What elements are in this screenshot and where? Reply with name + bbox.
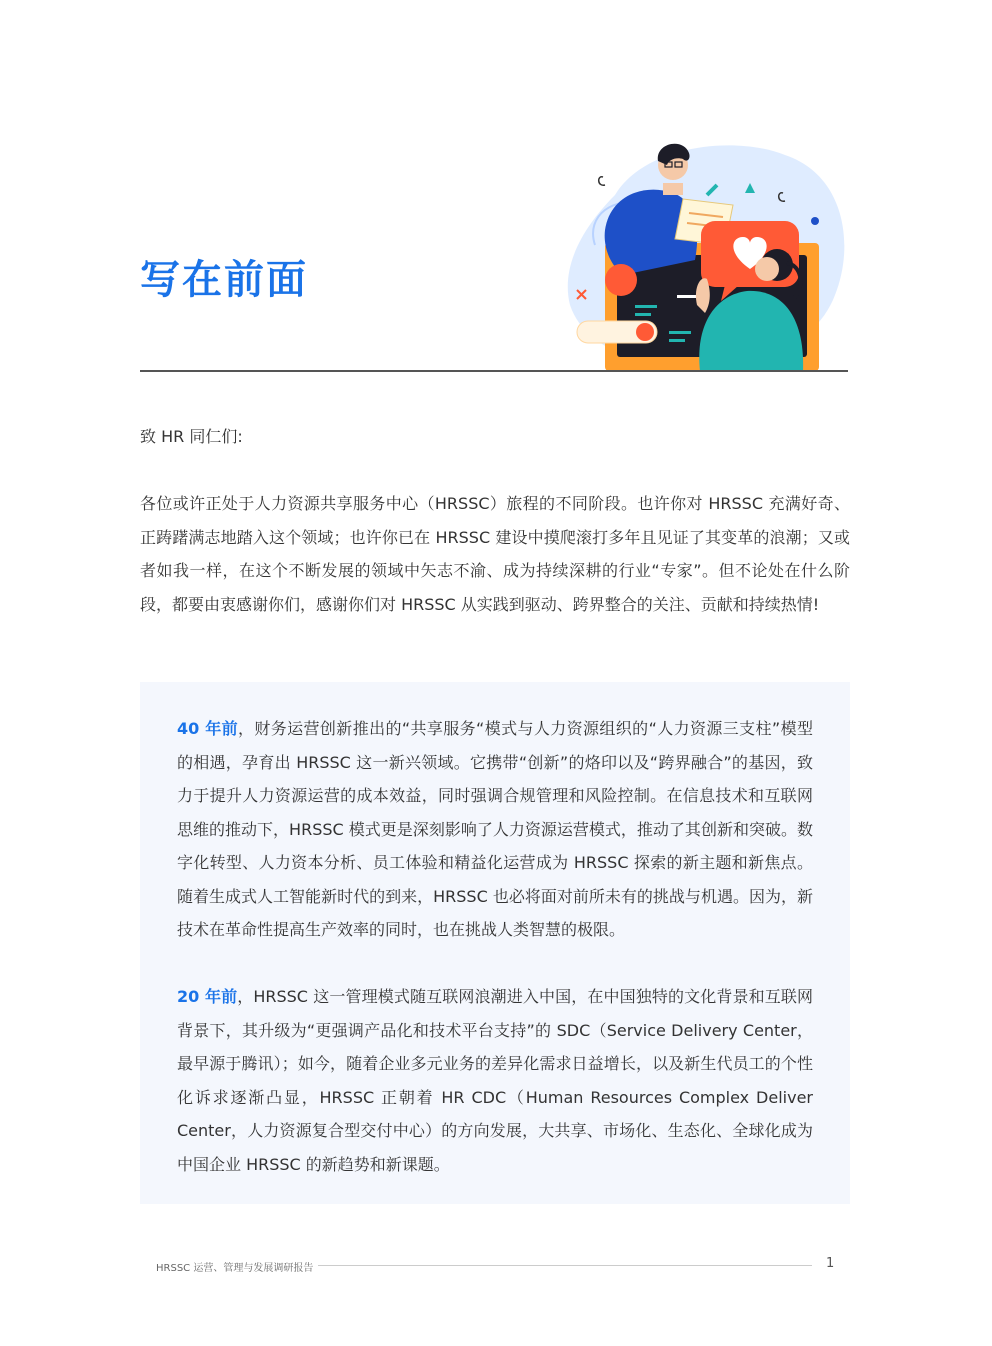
sparkle-icon (599, 177, 605, 185)
footer-divider (318, 1265, 812, 1266)
history-paragraph-20-years (177, 980, 813, 1181)
lead-20-years: 20 年前 (177, 987, 238, 1006)
history-paragraph-40-years (177, 712, 813, 947)
history-text-40-years: ，财务运营创新推出的“共享服务“模式与人力资源组织的“人力资源三支柱”模型的相遇，孕育出 HRSSC 这一新兴领域。它携带“创新”的烙印以及“跨界融合”的基因，致力于提升人力资源运营的成本效益，同时强调合规管理和风险控制。在信息技术和互联网思维的推动下，HRSSC 模式更是深刻影响了人力资源运营模式，推动了其创新和突破。数字化转型、人力资本分析、员工体验和精益化运营成为 HRSSC 探索的新主题和新焦点。随着生成式人工智能新时代的到来，HRSSC 也必将面对前所未有的挑战与机遇。因为，新技术在革命性提高生产效率的同时，也在挑战人类智慧的极限。 (177, 719, 813, 939)
highlight-box (140, 682, 850, 1204)
footer-report-title: HRSSC 运营、管理与发展调研报告 (156, 1263, 314, 1274)
lead-40-years: 40 年前 (177, 719, 238, 738)
salutation: 致 HR 同仁们: (140, 427, 243, 446)
intro-paragraph: 各位或许正处于人力资源共享服务中心（HRSSC）旅程的不同阶段。也许你对 HRSSC 充满好奇、正踌躇满志地踏入这个领域；也许你已在 HRSSC 建设中摸爬滚打多年且见证了其变革的浪潮；又或者如我一样，在这个不断发展的领域中矢志不渝、成为持续深耕的行业“专家”。但不论处在什么阶段，都要由衷感谢你们，感谢你们对 HRSSC 从实践到驱动、跨界整合的关注、贡献和持续热情! (140, 494, 850, 614)
history-text-20-years: ，HRSSC 这一管理模式随互联网浪潮进入中国，在中国独特的文化背景和互联网背景下，其升级为“更强调产品化和技术平台支持”的 SDC（Service Delivery Center，最早源于腾讯）；如今，随着企业多元业务的差异化需求日益增长，以及新生代员工的个性化诉求逐渐凸显，HRSSC 正朝着 HR CDC（Human Resources Complex Deliver Center，人力资源复合型交付中心）的方向发展，大共享、市场化、生态化、全球化成为中国企业 HRSSC 的新趋势和新课题。 (177, 987, 813, 1174)
illustration (555, 135, 855, 375)
title-divider (140, 370, 848, 372)
page-number: 1 (826, 1256, 835, 1271)
dot-icon (811, 217, 819, 225)
page-title: 写在前面 (140, 257, 308, 303)
